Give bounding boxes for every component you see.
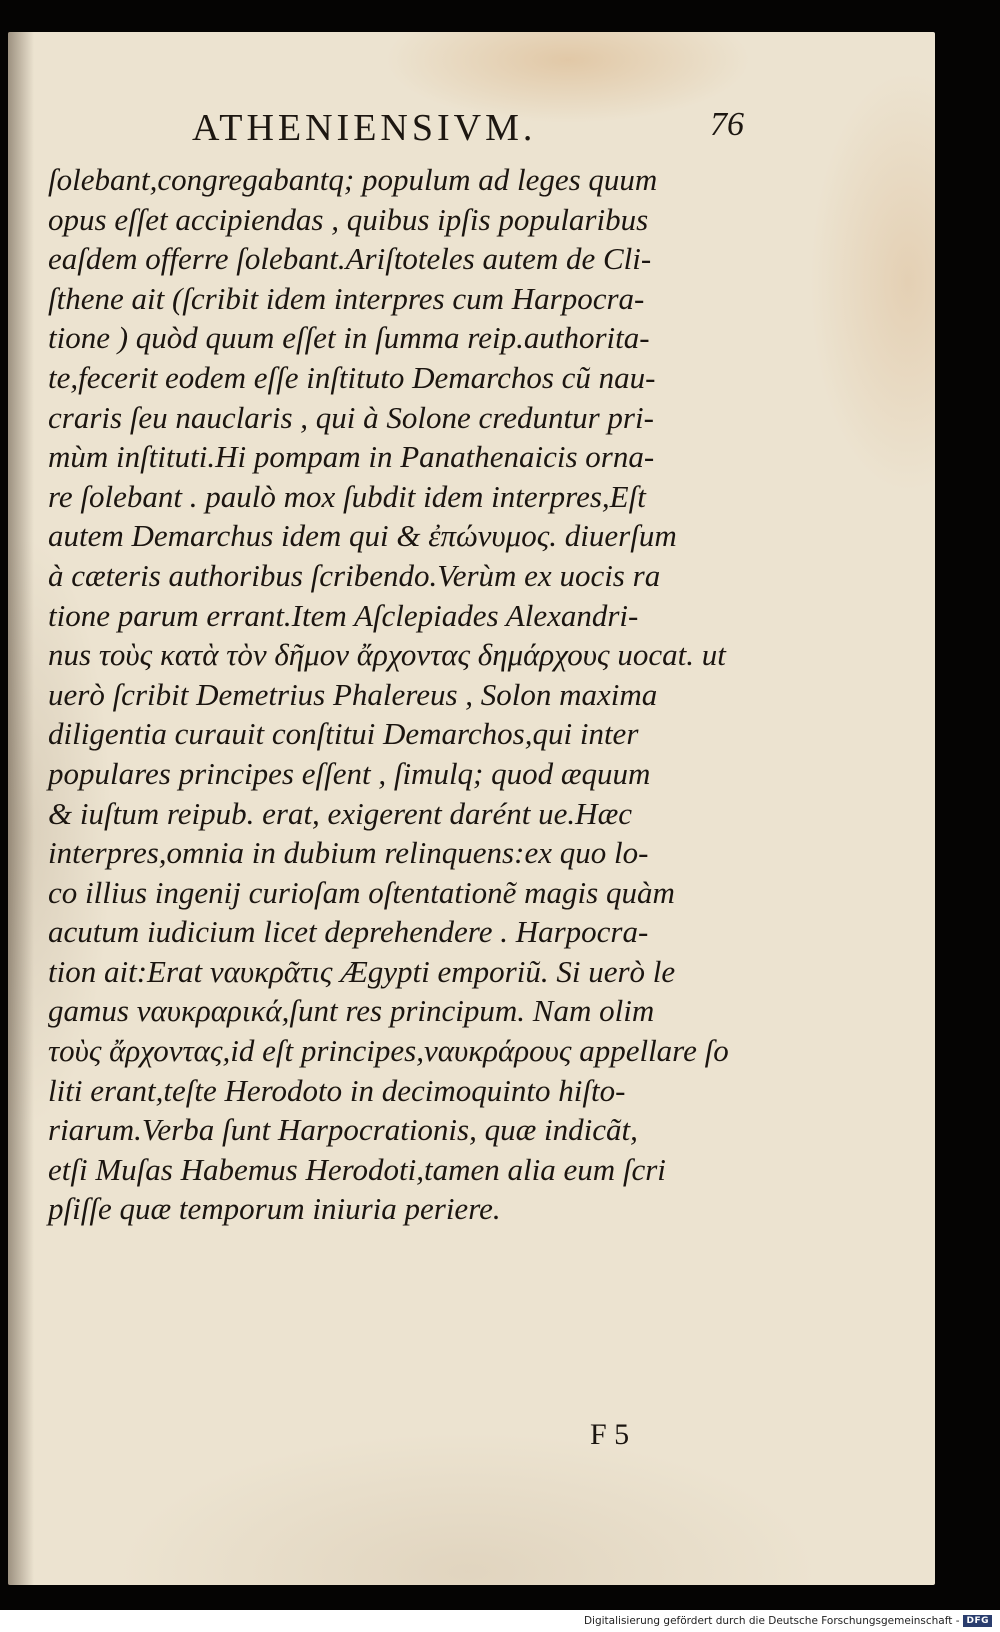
text-line: nus τοὺς κατὰ τὸν δῆμον ἄρχοντας δημάρχους uocat. ut xyxy=(48,637,726,673)
dfg-logo-icon: DFG xyxy=(963,1615,992,1627)
text-line: à cæteris authoribus ſcribendo.Verùm ex uocis ra xyxy=(48,557,661,593)
text-line: co illius ingenij curioſam oſtentationẽ magis quàm xyxy=(48,874,675,910)
text-line: opus eſſet accipiendas , quibus ipſis popularibus xyxy=(48,201,649,237)
text-line: diligentia curauit conſtitui Demarchos,qui inter xyxy=(48,716,639,752)
text-line: τοὺς ἄρχοντας,id eſt principes,ναυκράρους appellare ſo xyxy=(48,1033,729,1069)
text-line: acutum iudicium licet deprehendere . Harpocra- xyxy=(48,914,649,950)
text-line: etſi Muſas Habemus Herodoti,tamen alia eum ſcri xyxy=(48,1151,666,1187)
text-line: ſthene ait (ſcribit idem interpres cum Harpocra- xyxy=(48,280,645,316)
text-line: ſolebant,congregabantq; populum ad leges quum xyxy=(48,162,658,197)
body-text xyxy=(48,160,748,1229)
text-line: tione parum errant.Item Aſclepiades Alexandri- xyxy=(48,597,639,633)
footer-text: Digitalisierung gefördert durch die Deutsche Forschungsgemeinschaft - xyxy=(583,1615,960,1627)
text-line: te,fecerit eodem eſſe inſtituto Demarchos cũ nau- xyxy=(48,359,656,395)
page-gutter-shadow xyxy=(8,32,34,1585)
text-line: autem Demarchus idem qui & ἐπώνυμος. diuerſum xyxy=(48,518,677,554)
text-line: re ſolebant . paulò mox ſubdit idem interpres,Eſt xyxy=(48,478,646,514)
signature-mark: F 5 xyxy=(590,1418,630,1451)
text-line: tione ) quòd quum eſſet in ſumma reip.authorita- xyxy=(48,320,650,356)
text-line: liti erant,teſte Herodoto in decimoquinto hiſto- xyxy=(48,1072,626,1108)
text-line: craris ſeu nauclaris , qui à Solone creduntur pri- xyxy=(48,399,654,435)
running-head: ATHENIENSIVM. xyxy=(192,107,537,149)
page-number: 76 xyxy=(710,106,744,143)
text-line: riarum.Verba ſunt Harpocrationis, quæ indicãt, xyxy=(48,1112,638,1148)
text-line: & iuſtum reipub. erat, exigerent darént ue.Hæc xyxy=(48,795,633,831)
text-line: populares principes eſſent , ſimulq; quod æquum xyxy=(48,755,651,791)
text-line: pſiſſe quæ temporum iniuria periere. xyxy=(48,1191,501,1227)
text-line: mùm inſtituti.Hi pompam in Panathenaicis orna- xyxy=(48,439,655,475)
text-line: tion ait:Erat ναυκρᾶτις Ægypti emporiũ. Si uerò le xyxy=(48,953,676,989)
text-line: uerò ſcribit Demetrius Phalereus , Solon maxima xyxy=(48,676,658,712)
text-line: eaſdem offerre ſolebant.Ariſtoteles autem de Cli- xyxy=(48,241,652,277)
page-header xyxy=(192,106,744,156)
text-line: gamus ναυκραρικά,ſunt res principum. Nam olim xyxy=(48,993,655,1029)
text-line: interpres,omnia in dubium relinquens:ex quo lo- xyxy=(48,835,649,871)
funding-footer xyxy=(584,1612,992,1630)
